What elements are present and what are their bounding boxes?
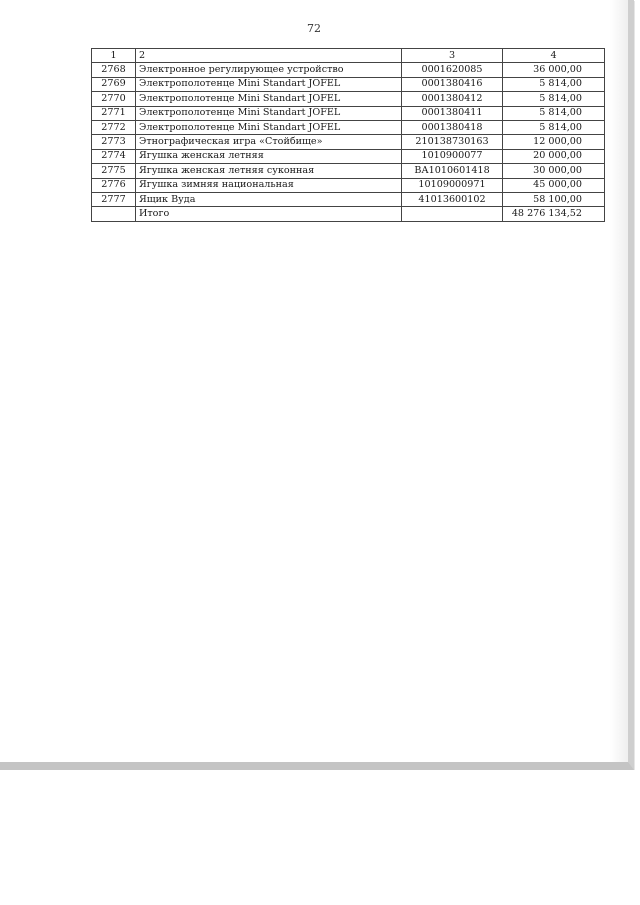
cell-code: 1010900077 bbox=[402, 149, 503, 163]
table-header-row bbox=[92, 49, 605, 63]
inventory-table bbox=[91, 48, 605, 222]
table-row bbox=[92, 164, 605, 178]
cell-amount: 30 000,00 bbox=[503, 164, 605, 178]
cell-code: 0001380412 bbox=[402, 92, 503, 106]
table-row bbox=[92, 77, 605, 91]
cell-code: 0001380411 bbox=[402, 106, 503, 120]
cell-no: 2774 bbox=[92, 149, 136, 163]
total-row bbox=[92, 207, 605, 221]
table-row bbox=[92, 135, 605, 149]
cell-no: 2769 bbox=[92, 77, 136, 91]
column-header: 1 bbox=[92, 49, 136, 63]
total-cell-code bbox=[402, 207, 503, 221]
cell-name: Этнографическая игра «Стойбище» bbox=[136, 135, 402, 149]
column-header: 2 bbox=[136, 49, 402, 63]
table-row bbox=[92, 63, 605, 77]
page-edge-shadow bbox=[610, 0, 628, 762]
cell-amount: 5 814,00 bbox=[503, 106, 605, 120]
total-cell-name: Итого bbox=[136, 207, 402, 221]
cell-amount: 20 000,00 bbox=[503, 149, 605, 163]
cell-code: 41013600102 bbox=[402, 192, 503, 206]
cell-code: 210138730163 bbox=[402, 135, 503, 149]
scan-bottom-margin bbox=[0, 770, 640, 905]
column-header: 3 bbox=[402, 49, 503, 63]
cell-no: 2772 bbox=[92, 120, 136, 134]
cell-name: Электрополотенце Mini Standart JOFEL bbox=[136, 120, 402, 134]
cell-name: Электрополотенце Mini Standart JOFEL bbox=[136, 77, 402, 91]
cell-no: 2777 bbox=[92, 192, 136, 206]
cell-code: 0001380418 bbox=[402, 120, 503, 134]
cell-amount: 12 000,00 bbox=[503, 135, 605, 149]
column-header: 4 bbox=[503, 49, 605, 63]
cell-amount: 5 814,00 bbox=[503, 77, 605, 91]
cell-name: Ягушка женская летняя суконная bbox=[136, 164, 402, 178]
cell-name: Электрополотенце Mini Standart JOFEL bbox=[136, 92, 402, 106]
cell-no: 2770 bbox=[92, 92, 136, 106]
cell-name: Ягушка зимняя национальная bbox=[136, 178, 402, 192]
cell-no: 2776 bbox=[92, 178, 136, 192]
cell-name: Электрополотенце Mini Standart JOFEL bbox=[136, 106, 402, 120]
cell-name: Ягушка женская летняя bbox=[136, 149, 402, 163]
table-row bbox=[92, 120, 605, 134]
table-row bbox=[92, 192, 605, 206]
cell-amount: 36 000,00 bbox=[503, 63, 605, 77]
cell-amount: 5 814,00 bbox=[503, 120, 605, 134]
cell-name: Ящик Вуда bbox=[136, 192, 402, 206]
table-row bbox=[92, 92, 605, 106]
cell-code: 10109000971 bbox=[402, 178, 503, 192]
cell-no: 2773 bbox=[92, 135, 136, 149]
total-cell-no bbox=[92, 207, 136, 221]
cell-no: 2771 bbox=[92, 106, 136, 120]
cell-amount: 58 100,00 bbox=[503, 192, 605, 206]
table-row bbox=[92, 106, 605, 120]
cell-no: 2775 bbox=[92, 164, 136, 178]
page-number: 72 bbox=[307, 22, 321, 35]
cell-name: Электронное регулирующее устройство bbox=[136, 63, 402, 77]
cell-amount: 5 814,00 bbox=[503, 92, 605, 106]
cell-code: 0001380416 bbox=[402, 77, 503, 91]
cell-no: 2768 bbox=[92, 63, 136, 77]
cell-code: ВА1010601418 bbox=[402, 164, 503, 178]
table-row bbox=[92, 149, 605, 163]
table-row bbox=[92, 178, 605, 192]
total-cell-amount: 48 276 134,52 bbox=[503, 207, 605, 221]
cell-code: 0001620085 bbox=[402, 63, 503, 77]
cell-amount: 45 000,00 bbox=[503, 178, 605, 192]
